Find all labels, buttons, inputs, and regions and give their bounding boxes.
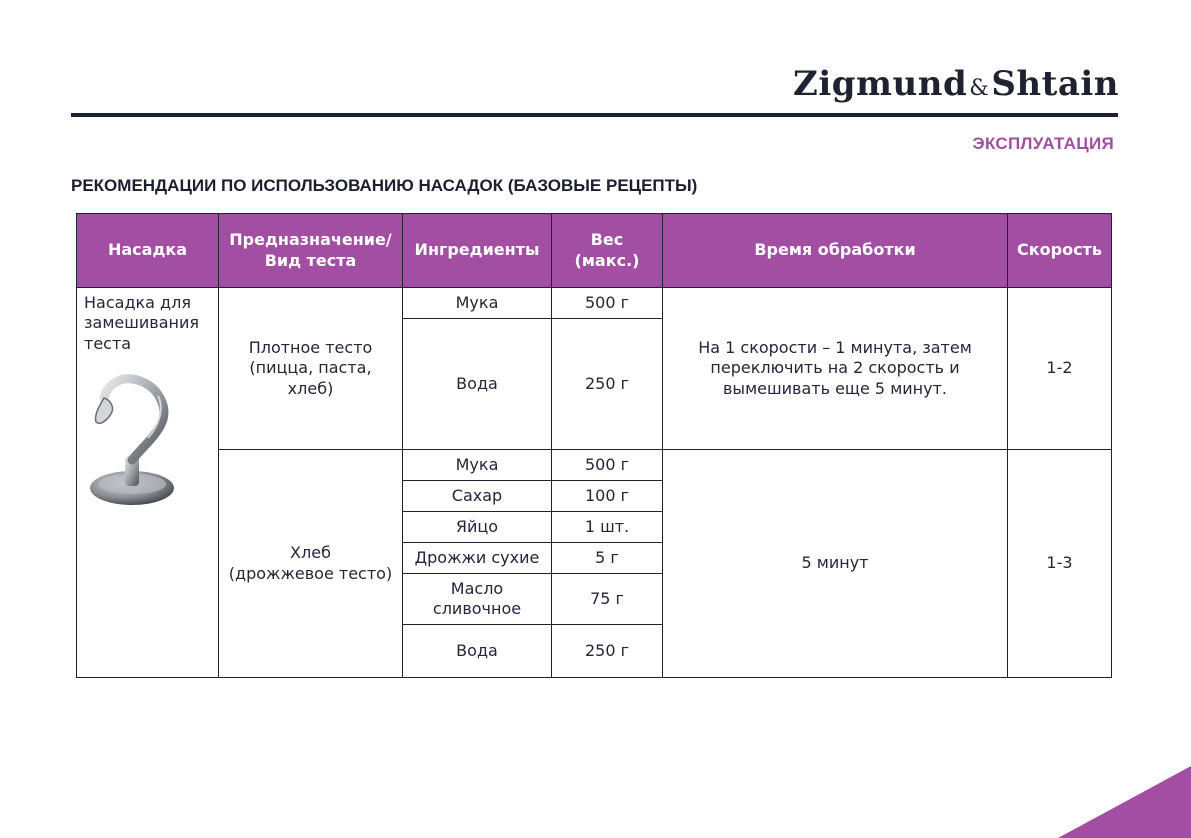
weight-cell: 250 г (552, 319, 663, 450)
speed-cell: 1-3 (1008, 450, 1112, 678)
weight-cell: 1 шт. (552, 512, 663, 543)
ingredient-cell: Яйцо (403, 512, 552, 543)
ingredient-cell: Сахар (403, 481, 552, 512)
page-title: РЕКОМЕНДАЦИИ ПО ИСПОЛЬЗОВАНИЮ НАСАДОК (БАЗОВЫЕ РЕЦЕПТЫ) (71, 176, 698, 195)
table-row (77, 450, 1112, 481)
recipes-table (76, 213, 1112, 678)
dough-hook-icon (88, 368, 200, 518)
attachment-cell (77, 288, 219, 678)
table-row (77, 288, 1112, 319)
brand-name-part1: Zigmund (793, 64, 968, 104)
purpose-cell: Хлеб (дрожжевое тесто) (219, 450, 403, 678)
weight-cell: 500 г (552, 288, 663, 319)
header-time: Время обработки (663, 214, 1008, 288)
time-cell: На 1 скорости – 1 минута, затем переключить на 2 скорость и вымешивать еще 5 минут. (663, 288, 1008, 450)
corner-decoration (1058, 766, 1191, 838)
purpose-cell: Плотное тесто (пицца, паста, хлеб) (219, 288, 403, 450)
weight-cell: 250 г (552, 625, 663, 678)
ingredient-cell: Масло сливочное (403, 574, 552, 625)
brand-logo (793, 64, 1119, 104)
brand-name-part2: Shtain (991, 64, 1119, 104)
brand-ampersand: & (969, 76, 990, 101)
ingredient-cell: Вода (403, 625, 552, 678)
ingredient-cell: Мука (403, 450, 552, 481)
section-label: ЭКСПЛУАТАЦИЯ (972, 134, 1114, 153)
header-speed: Скорость (1008, 214, 1112, 288)
speed-cell: 1-2 (1008, 288, 1112, 450)
weight-cell: 100 г (552, 481, 663, 512)
time-cell: 5 минут (663, 450, 1008, 678)
attachment-label: Насадка для замешивания теста (84, 293, 199, 353)
header-weight: Вес (макс.) (552, 214, 663, 288)
weight-cell: 500 г (552, 450, 663, 481)
header-ingredients: Ингредиенты (403, 214, 552, 288)
table-header-row (77, 214, 1112, 288)
header-divider (71, 113, 1118, 117)
weight-cell: 75 г (552, 574, 663, 625)
ingredient-cell: Мука (403, 288, 552, 319)
header-purpose: Предназначение/ Вид теста (219, 214, 403, 288)
header-attachment: Насадка (77, 214, 219, 288)
weight-cell: 5 г (552, 543, 663, 574)
ingredient-cell: Дрожжи сухие (403, 543, 552, 574)
ingredient-cell: Вода (403, 319, 552, 450)
